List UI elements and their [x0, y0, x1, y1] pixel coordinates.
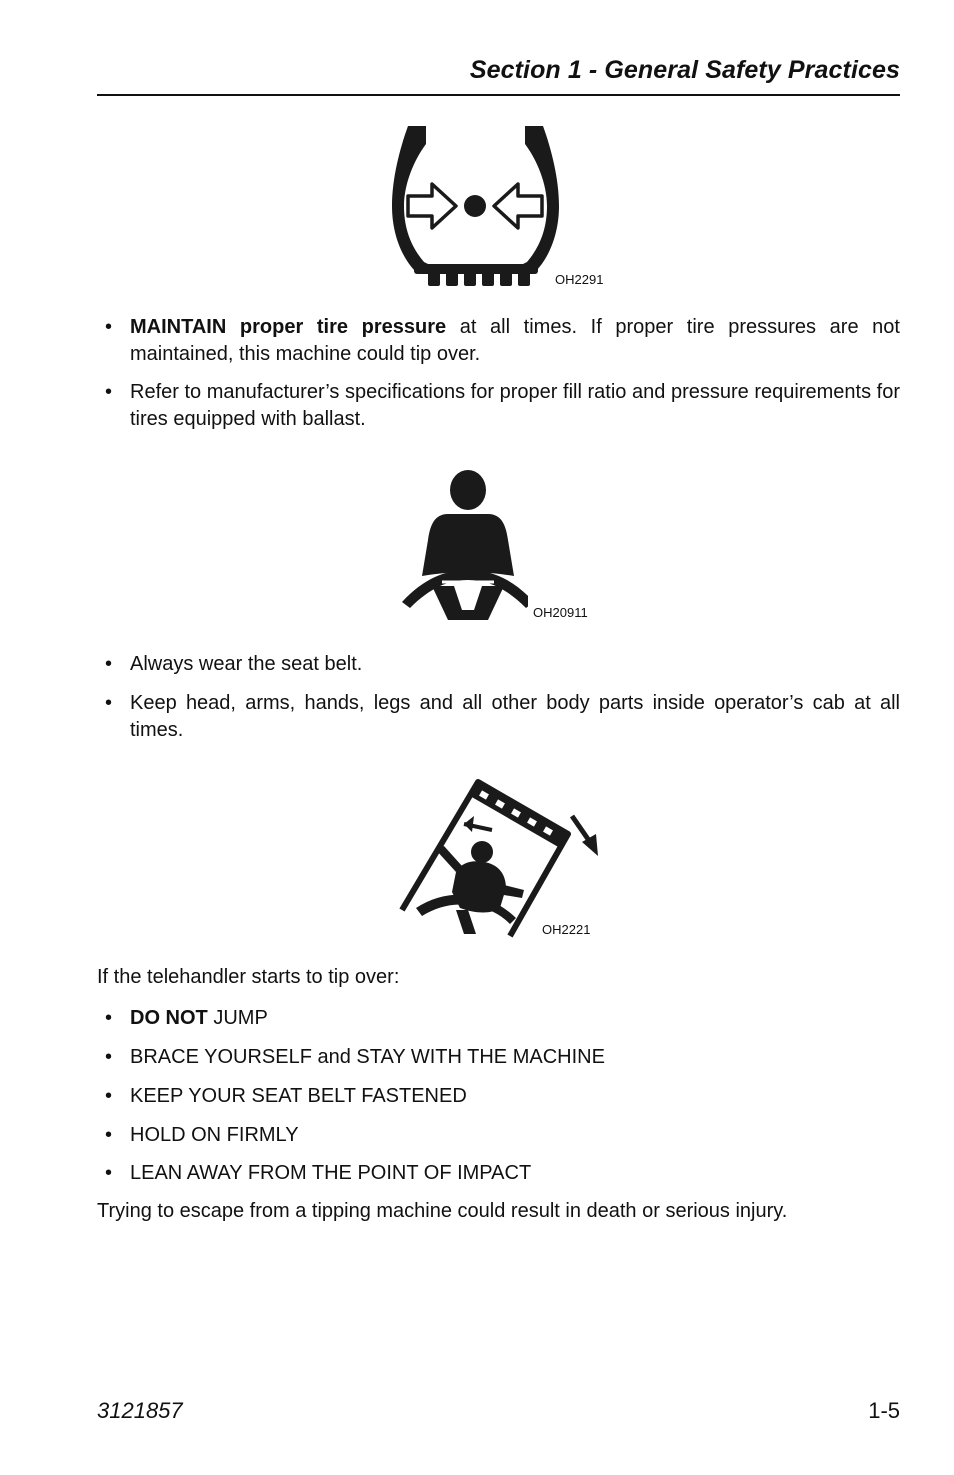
seat-belt-icon [398, 470, 528, 622]
tip-over-intro: If the telehandler starts to tip over: [97, 966, 400, 988]
document-number: 3121857 [97, 1398, 183, 1423]
seat-belt-figure [398, 470, 528, 622]
list-item: • Refer to manufacturer’s specifications for proper fill ratio and pressure requirements for tires equipped with ballast. [105, 379, 900, 433]
tip-over-icon [396, 776, 602, 944]
list-item: • KEEP YOUR SEAT BELT FASTENED [105, 1083, 900, 1110]
figure-code: OH20911 [533, 605, 588, 620]
list-item: • HOLD ON FIRMLY [105, 1122, 900, 1149]
section-title: Section 1 - General Safety Practices [469, 56, 900, 84]
bullet-list-tipover [105, 1005, 900, 1187]
list-item: • BRACE YOURSELF and STAY WITH THE MACHINE [105, 1044, 900, 1071]
closing-warning: Trying to escape from a tipping machine could result in death or serious injury. [97, 1200, 788, 1222]
tire-pressure-icon [388, 122, 563, 290]
list-item: • DO NOT JUMP [105, 1005, 900, 1032]
page-header [97, 56, 900, 96]
tip-over-figure [396, 776, 602, 944]
bullet-list-tire [105, 314, 900, 433]
page-number: 1-5 [868, 1398, 900, 1423]
list-item: • LEAN AWAY FROM THE POINT OF IMPACT [105, 1160, 900, 1187]
list-item: • Always wear the seat belt. [105, 651, 900, 678]
tire-pressure-figure [388, 122, 563, 290]
list-item: • MAINTAIN proper tire pressure at all times. If proper tire pressures are not maintained, this machine could tip over. [105, 314, 900, 368]
list-item: • Keep head, arms, hands, legs and all other body parts inside operator’s cab at all times. [105, 690, 900, 744]
bullet-list-seatbelt [105, 651, 900, 744]
figure-code: OH2221 [542, 922, 591, 937]
figure-code: OH2291 [555, 272, 604, 287]
